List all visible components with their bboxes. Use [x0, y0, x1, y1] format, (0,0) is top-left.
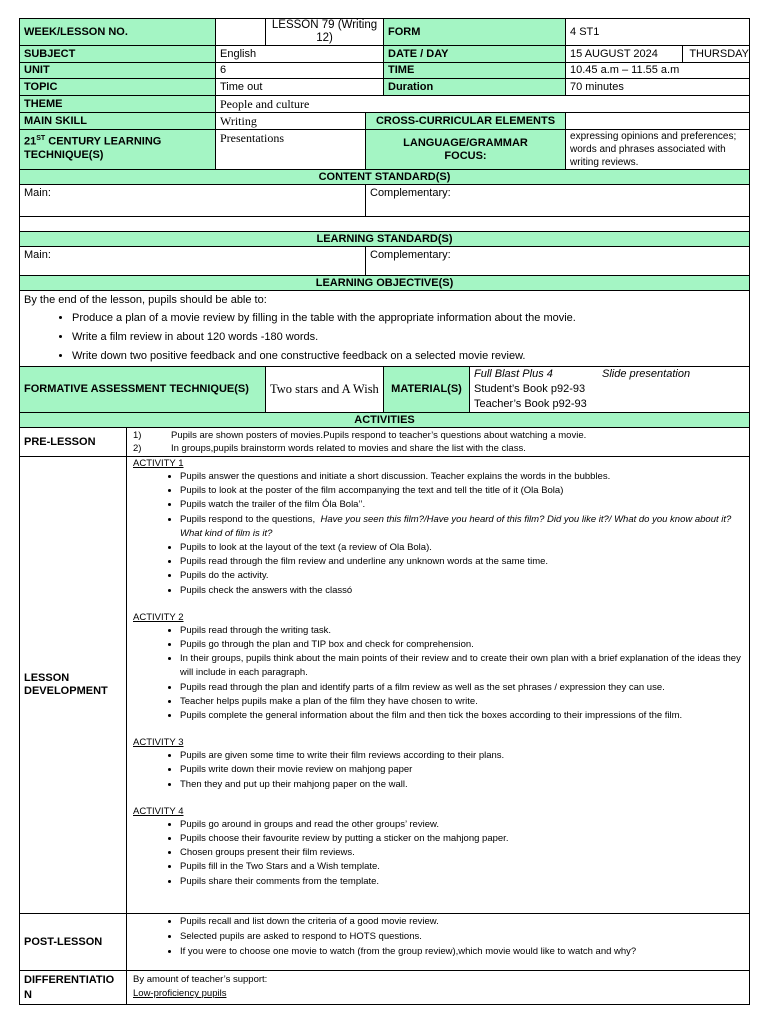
century-learning-label: 21ST CENTURY LEARNING TECHNIQUE(S) [20, 130, 216, 170]
post-lesson-body [127, 914, 750, 971]
activity-item: • Pupils fill in the Two Stars and a Wish template. [180, 860, 745, 874]
topic-label: TOPIC [20, 79, 216, 96]
theme-label: THEME [20, 96, 216, 113]
activity-item: • Pupils do the activity. [180, 569, 745, 583]
grammar-focus-value: expressing opinions and preferences; words and phrases associated with writing reviews. [566, 130, 750, 170]
subject-label: SUBJECT [20, 46, 216, 63]
main-skill-label: MAIN SKILL [20, 113, 216, 130]
century-learning-value: Presentations [216, 130, 366, 170]
pre-lesson-item: 2) In groups,pupils brainstorm words related to movies and share the list with the class. [133, 443, 526, 454]
objective-item: • Write down two positive feedback and one constructive feedback on a selected movie review. [72, 347, 745, 366]
activity-3-title: ACTIVITY 3 [133, 737, 184, 749]
activity-1-title: ACTIVITY 1 [133, 458, 184, 469]
content-standard-complementary: Complementary: [366, 185, 750, 217]
cross-curricular-label: CROSS-CURRICULAR ELEMENTS [366, 113, 566, 130]
objective-item: • Produce a plan of a movie review by filling in the table with the appropriate information about the movie. [72, 309, 745, 328]
activity-item: • Pupils go around in groups and read the other groups’ review. [180, 818, 745, 832]
pre-lesson-list [133, 429, 745, 455]
learning-standard-main: Main: [20, 247, 366, 276]
week-value [216, 19, 266, 46]
objective-list [24, 309, 745, 366]
activities-title: ACTIVITIES [20, 413, 750, 428]
activity-item: • Pupils read through the plan and identify parts of a film review as well as the set phrases / expression they can use. [180, 681, 745, 695]
week-lesson-label: WEEK/LESSON NO. [20, 19, 216, 46]
grammar-focus-label: LANGUAGE/GRAMMAR FOCUS: [366, 130, 566, 170]
activity-item: • Pupils go through the plan and TIP box and check for comprehension. [180, 638, 745, 652]
post-lesson-item: • If you were to choose one movie to watch (from the group review),which movie would like to watch and why? [180, 944, 745, 959]
lesson-plan-table [19, 18, 750, 1005]
cross-curricular-value [566, 113, 750, 130]
activity-item: • Then they and put up their mahjong paper on the wall. [180, 778, 745, 792]
date-day-cell [566, 46, 750, 63]
activity-item: • Pupils are given some time to write their film reviews according to their plans. [180, 749, 745, 763]
pre-lesson-body [127, 428, 750, 457]
learning-standard-complementary: Complementary: [366, 247, 750, 276]
main-skill-value: Writing [216, 113, 366, 130]
material-teacher-book: Teacher’s Book p92-93 [474, 398, 587, 410]
objective-item: • Write a film review in about 120 words -180 words. [72, 328, 745, 347]
content-standard-title: CONTENT STANDARD(S) [20, 170, 750, 185]
unit-label: UNIT [20, 63, 216, 79]
activity-item: • Pupils write down their movie review on mahjong paper [180, 763, 745, 777]
activity-item: • In their groups, pupils think about the main points of their review and to create their own plan with a brief explanation of the ideas they will include in each paragraph. [180, 652, 745, 680]
date-value: 15 AUGUST 2024 [566, 46, 683, 62]
lesson-development-label: LESSON DEVELOPMENT [20, 457, 127, 914]
duration-label: Duration [384, 79, 566, 96]
lesson-development-body [127, 457, 750, 914]
activity-2-list [133, 624, 745, 723]
form-label: FORM [384, 19, 566, 46]
assessment-label: FORMATIVE ASSESSMENT TECHNIQUE(S) [20, 367, 266, 413]
post-lesson-item: • Selected pupils are asked to respond to HOTS questions. [180, 929, 745, 944]
activity-item: • Pupils respond to the questions, Have you seen this film?/Have you heard of this film? Did you like it?/ What do you know about it? What kind of film is it? [180, 513, 745, 541]
lesson-value: LESSON 79 (Writing 12) [266, 19, 384, 46]
day-value: THURSDAY [689, 47, 750, 60]
activity-4-title: ACTIVITY 4 [133, 805, 184, 817]
differentiation-line: By amount of teacher’s support: [133, 974, 268, 985]
activity-1-list [133, 470, 745, 598]
differentiation-label: DIFFERENTIATION [20, 971, 127, 1005]
subject-value: English [216, 46, 384, 63]
activity-item: • Pupils read through the writing task. [180, 624, 745, 638]
form-value: 4 ST1 [566, 19, 750, 46]
post-lesson-item: • Pupils recall and list down the criteria of a good movie review. [180, 914, 745, 929]
post-lesson-list [133, 914, 745, 959]
duration-value: 70 minutes [566, 79, 750, 96]
activity-item: • Pupils to look at the layout of the text (a review of Ola Bola). [180, 541, 745, 555]
activity-item: • Pupils answer the questions and initiate a short discussion. Teacher explains the words in the bubbles. [180, 470, 745, 484]
material-slides: Slide presentation [602, 368, 691, 380]
post-lesson-label: POST-LESSON [20, 914, 127, 971]
differentiation-subheading: Low-proficiency pupils [133, 988, 227, 999]
activity-3-list [133, 749, 745, 792]
activity-4-list [133, 818, 745, 889]
activity-item: • Pupils share their comments from the template. [180, 875, 745, 889]
activity-2-title: ACTIVITY 2 [133, 611, 184, 623]
pre-lesson-item: 1) Pupils are shown posters of movies.Pupils respond to teacher’s questions about watching a movie. [133, 430, 587, 441]
learning-objective-title: LEARNING OBJECTIVE(S) [20, 276, 750, 291]
lesson-plan-document [19, 18, 749, 1005]
activity-item: • Pupils check the answers with the classó [180, 584, 745, 598]
activity-item: • Pupils read through the film review and underline any unknown words at the same time. [180, 555, 745, 569]
activity-item: • Pupils watch the trailer of the film Óla Bola’’. [180, 498, 745, 512]
material-value [470, 367, 750, 413]
activity-item: • Pupils to look at the poster of the film accompanying the text and tell the title of it (Ola Bola) [180, 484, 745, 498]
time-label: TIME [384, 63, 566, 79]
learning-standard-title: LEARNING STANDARD(S) [20, 232, 750, 247]
learning-objective-body [20, 291, 750, 367]
theme-value: People and culture [216, 96, 750, 113]
differentiation-body [127, 971, 750, 1005]
content-standard-main: Main: [20, 185, 366, 217]
activity-item: • Pupils complete the general information about the film and then tick the boxes according to their impressions of the film. [180, 709, 745, 723]
objective-intro: By the end of the lesson, pupils should be able to: [24, 294, 267, 306]
time-value: 10.45 a.m – 11.55 a.m [566, 63, 750, 79]
pre-lesson-label: PRE-LESSON [20, 428, 127, 457]
unit-value: 6 [216, 63, 384, 79]
spacer [20, 217, 750, 232]
topic-value: Time out [216, 79, 384, 96]
activity-item: • Pupils choose their favourite review by putting a sticker on the mahjong paper. [180, 832, 745, 846]
material-label: MATERIAL(S) [384, 367, 470, 413]
activity-item: • Chosen groups present their film reviews. [180, 846, 745, 860]
activity-item: • Teacher helps pupils make a plan of the film they have chosen to write. [180, 695, 745, 709]
material-book: Full Blast Plus 4 [474, 368, 553, 380]
date-label: DATE / DAY [384, 46, 566, 63]
assessment-value: Two stars and A Wish [266, 367, 384, 413]
material-student-book: Student’s Book p92-93 [474, 383, 586, 395]
